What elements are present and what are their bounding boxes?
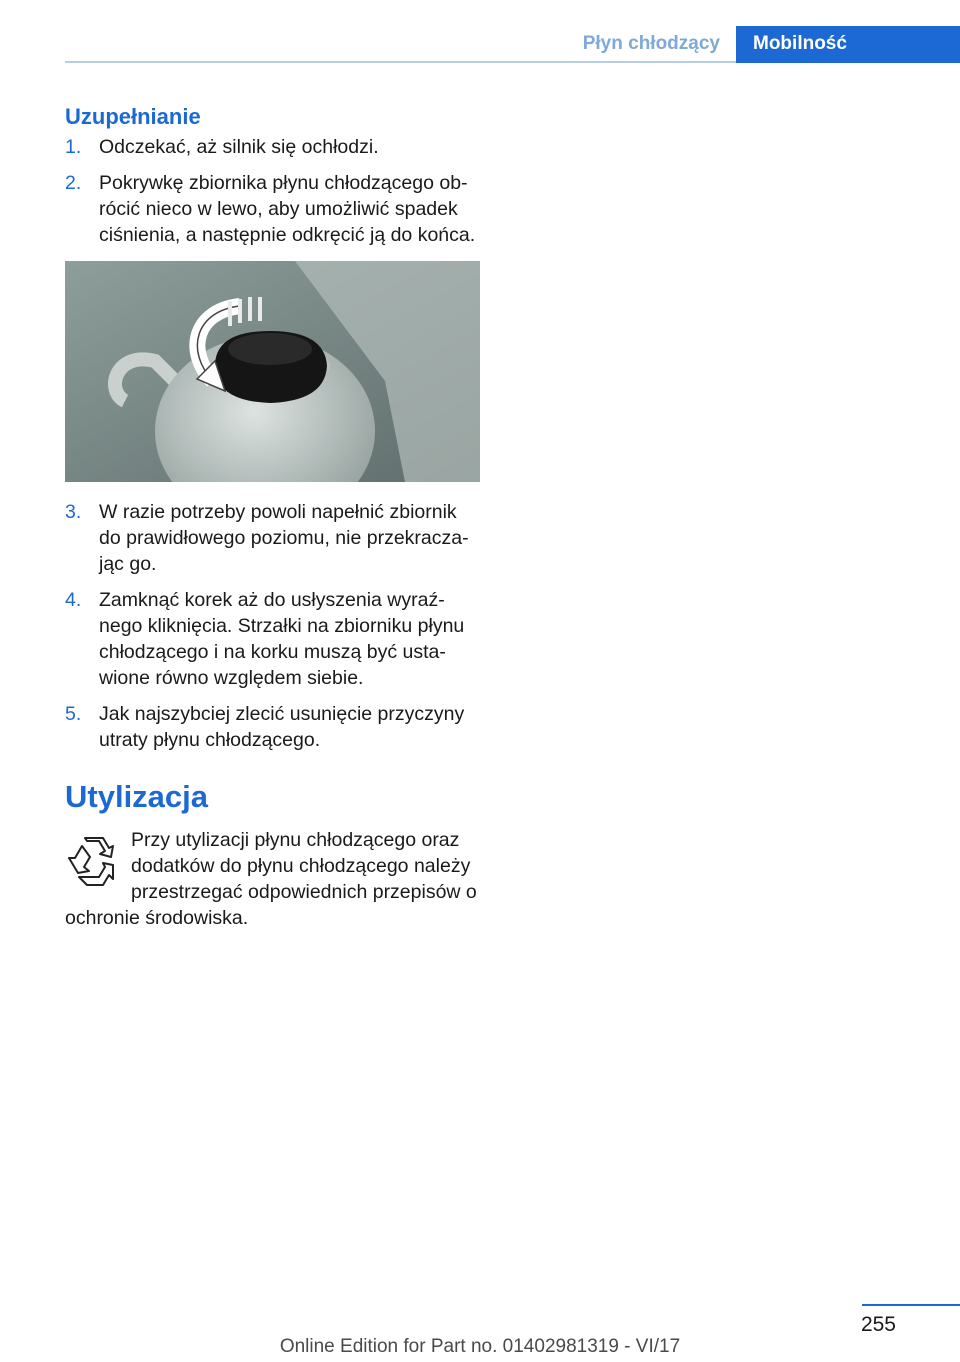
page-number-rule xyxy=(862,1304,960,1306)
recycle-icon xyxy=(65,833,121,889)
header-chapter-tab: Mobilność xyxy=(736,26,960,63)
list-item xyxy=(65,587,480,691)
step-number: 5. xyxy=(65,703,82,725)
refill-steps-list xyxy=(65,134,480,248)
disposal-heading: Utylizacja xyxy=(65,779,209,814)
content-column xyxy=(65,100,480,931)
coolant-cap-illustration xyxy=(65,261,480,482)
disposal-note xyxy=(65,827,480,931)
list-item xyxy=(65,499,480,577)
step-text: Zamknąć korek aż do usłyszenia wyraź‐nego kliknięcia. Strzałki na zbiorniku płynu chłodzącego i na korku muszą być usta‐wione równo względem siebie. xyxy=(99,589,465,689)
list-item xyxy=(65,134,480,160)
step-text: W razie potrzeby powoli napełnić zbiornik do prawidłowego poziomu, nie przekracza‐jąc go. xyxy=(99,501,469,575)
footer-edition: Online Edition for Part no. 01402981319 - VI/17 xyxy=(279,1336,681,1357)
refill-steps-list-continued xyxy=(65,499,480,753)
header-section-title: Płyn chłodzący xyxy=(582,33,720,54)
step-text: Pokrywkę zbiornika płynu chłodzącego ob‐rócić nieco w lewo, aby umożliwić spadek ciśnienia, a następnie odkręcić ją do końca. xyxy=(99,172,476,246)
list-item xyxy=(65,170,480,248)
step-number: 4. xyxy=(65,589,82,611)
list-item xyxy=(65,701,480,753)
step-text: Odczekać, aż silnik się ochłodzi. xyxy=(99,136,379,158)
page-number: 255 xyxy=(860,1313,896,1336)
step-number: 2. xyxy=(65,172,82,194)
step-text: Jak najszybciej zlecić usunięcie przyczyny utraty płynu chłodzącego. xyxy=(99,703,465,751)
step-number: 1. xyxy=(65,136,82,158)
disposal-text: Przy utylizacji płynu chłodzącego oraz dodatków do płynu chłodzącego należy przestrzegać odpowiednich przepisów o ochronie środowiska. xyxy=(65,829,477,929)
refill-heading: Uzupełnianie xyxy=(65,104,201,129)
step-number: 3. xyxy=(65,501,82,523)
